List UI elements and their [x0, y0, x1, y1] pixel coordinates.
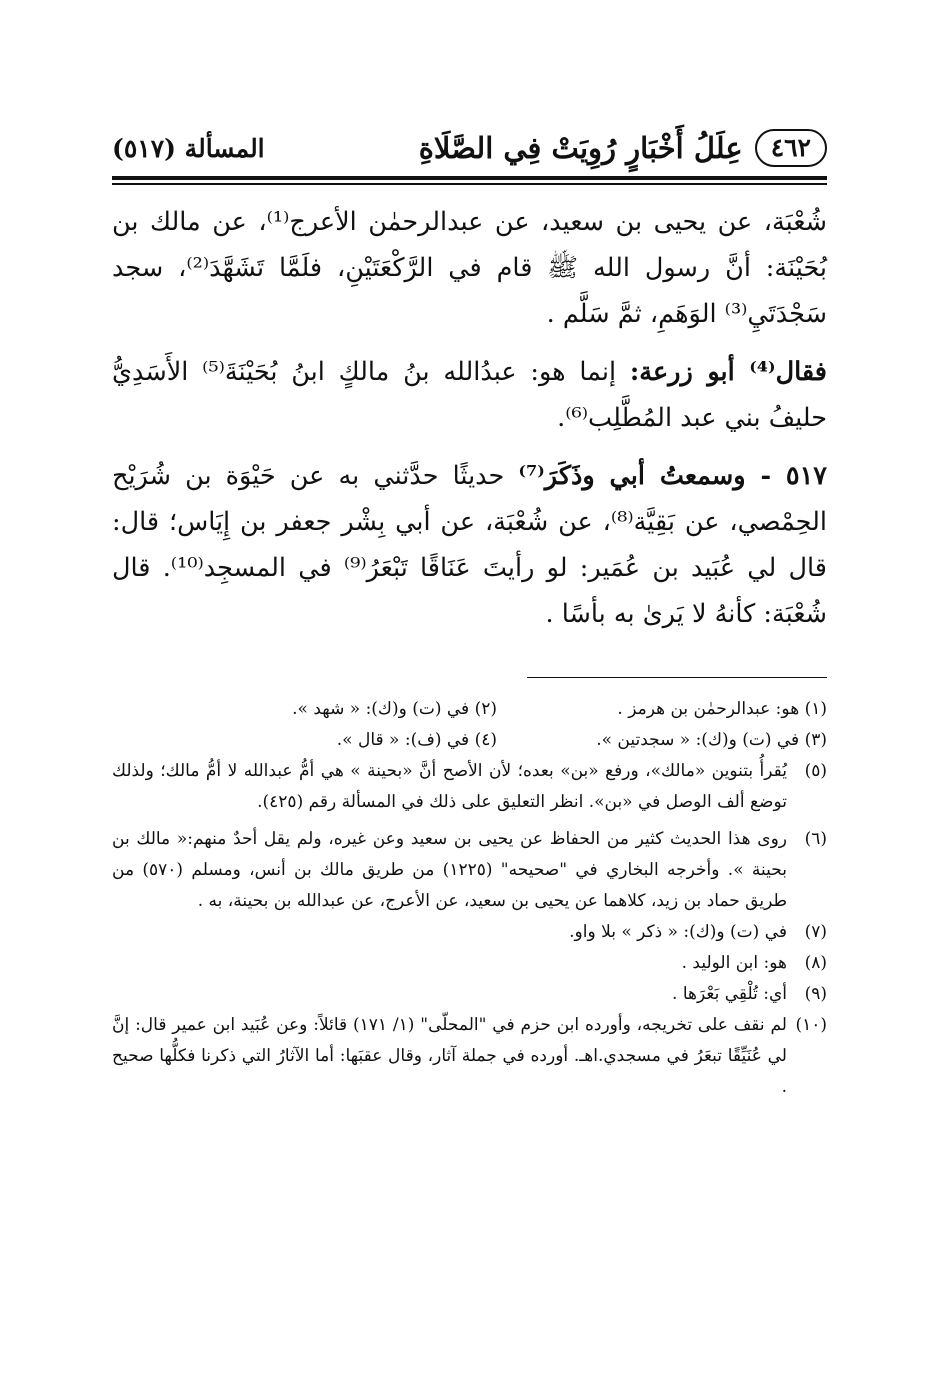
page [112, 128, 827, 1308]
footnote-row [112, 725, 827, 756]
book-title: عِلَلُ أَخْبَارٍ رُوِيَتْ فِي الصَّلَاةِ [418, 131, 743, 165]
footnote-10: (١٠) لم نقف على تخريجه، وأورده ابن حزم في "المحلّى" (١/ ١٧١) قائلاً: وعن عُبَيد ابن عمير قال: إنَّ لي عُنَيِّقًا تبعَرُ في مسجدي.اهـ. أورده في جملة آثار، وقال عقبَها: أما الآثارُ التي ذكرنا فكلُّها صحيح . [112, 1015, 827, 1097]
footnote-5: (٥) يُقرأُ بتنوين «مالك»، ورفع «بن» بعده؛ لأن الأصح أنَّ «بحينة » هي أمُّ عبدالله لا أمُّ مالك؛ ولذلك توضع ألف الوصل في «بن». انظر التعليق على ذلك في المسألة رقم (٤٢٥). [112, 761, 827, 812]
paragraph-3-body: حديثًا حدَّثني به عن حَيْوَة بن شُرَيْح الحِمْصي، عن بَقِيَّة⁽⁸⁾، عن شُعْبَة، عن أبي بِشْر جعفر بن إِيَاس؛ قال: قال لي عُبَيد بن عُمَير: لو رأيتَ عَنَاقًا تَبْعَرُ⁽⁹⁾ في المسجِد⁽¹⁰⁾. قال شُعْبَة: كأنهُ لا يَرىٰ به بأسًا . [112, 460, 827, 629]
page-number: ٤٦٢ [755, 129, 827, 167]
footnote-3: (٣) في (ت) و(ك): « سجدتين ». [596, 730, 827, 750]
footnote-4: (٤) في (ف): « قال ». [336, 730, 497, 750]
paragraph-2-lead: فقال⁽⁴⁾ أبو زرعة: [629, 356, 827, 387]
footnote-8: (٨) هو: ابن الوليد . [681, 953, 827, 973]
header-rule-thin [112, 183, 827, 185]
footnote-6: (٦) روى هذا الحديث كثير من الحفاظ عن يحيى بن سعيد وعن غيره، ولم يقل أحدٌ منهم:« مالك بن بحينة ». وأخرجه البخاري في "صحيحه" (١٢٢٥) من طريق مالك بن أنس، ومسلم (٥٧٠) من طريق حماد بن زيد، كلاهما عن يحيى بن سعيد، عن الأعرج، عن عبدالله بن بحينة، به . [112, 829, 827, 911]
footnote-2: (٢) في (ت) و(ك): « شهد ». [292, 699, 497, 719]
paragraph-3 [112, 453, 827, 637]
main-text [112, 199, 827, 637]
paragraph-1: شُعْبَة، عن يحيى بن سعيد، عن عبدالرحمٰن الأعرج⁽¹⁾، عن مالك بن بُحَيْنَة: أنَّ رسول الله ﷺ قام في الرَّكْعَتَيْنِ، فلَمَّا تَشَهَّدَ⁽²⁾، سجد سَجْدَتَيِ⁽³⁾ الوَهَمِ، ثمَّ سَلَّم . [112, 206, 828, 329]
paragraph-2 [112, 349, 827, 441]
footnote-divider [527, 677, 827, 679]
footnote-9: (٩) أي: تُلْقِي بَعْرَها . [672, 984, 827, 1004]
footnote-row [112, 694, 827, 725]
issue-label: المسألة (٥١٧) [112, 133, 265, 163]
footnotes [112, 694, 827, 1103]
paragraph-2-body: إنما هو: عبدُالله بنُ مالكٍ ابنُ بُحَيْنَةَ⁽⁵⁾ الأَسَدِيُّ حليفُ بني عبد المُطَّلِب⁽⁶⁾. [112, 356, 827, 433]
header-rule-thick [112, 176, 827, 180]
footnote-1: (١) هو: عبدالرحمٰن بن هرمز . [617, 699, 827, 719]
footnote-7: (٧) في (ت) و(ك): « ذكر » بلا واو. [569, 922, 827, 942]
running-header [112, 128, 827, 168]
paragraph-3-lead: ٥١٧ - وسمعتُ أبي وذَكَرَ⁽⁷⁾ [518, 460, 827, 491]
